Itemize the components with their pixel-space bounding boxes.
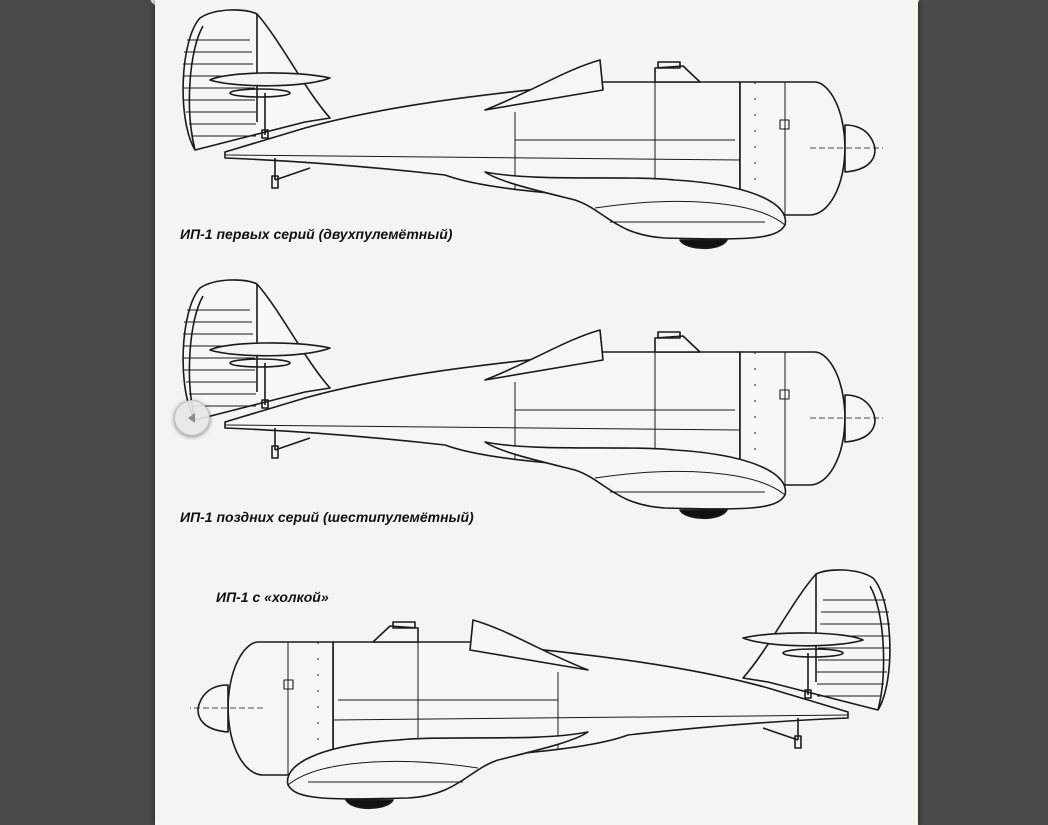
aircraft-profile-2 [183,280,883,518]
figure-caption: ИП-1 первых серий (двухпулемётный) [180,226,453,242]
chevron-left-icon [185,411,199,425]
previous-image-button[interactable] [174,400,210,436]
figure-caption: ИП-1 поздних серий (шестипулемётный) [180,509,474,525]
aircraft-profile-1 [183,10,883,248]
scanned-page [155,0,918,825]
figure-caption: ИП-1 с «холкой» [216,589,329,605]
aircraft-drawings [155,0,918,825]
aircraft-profile-3 [190,570,890,808]
